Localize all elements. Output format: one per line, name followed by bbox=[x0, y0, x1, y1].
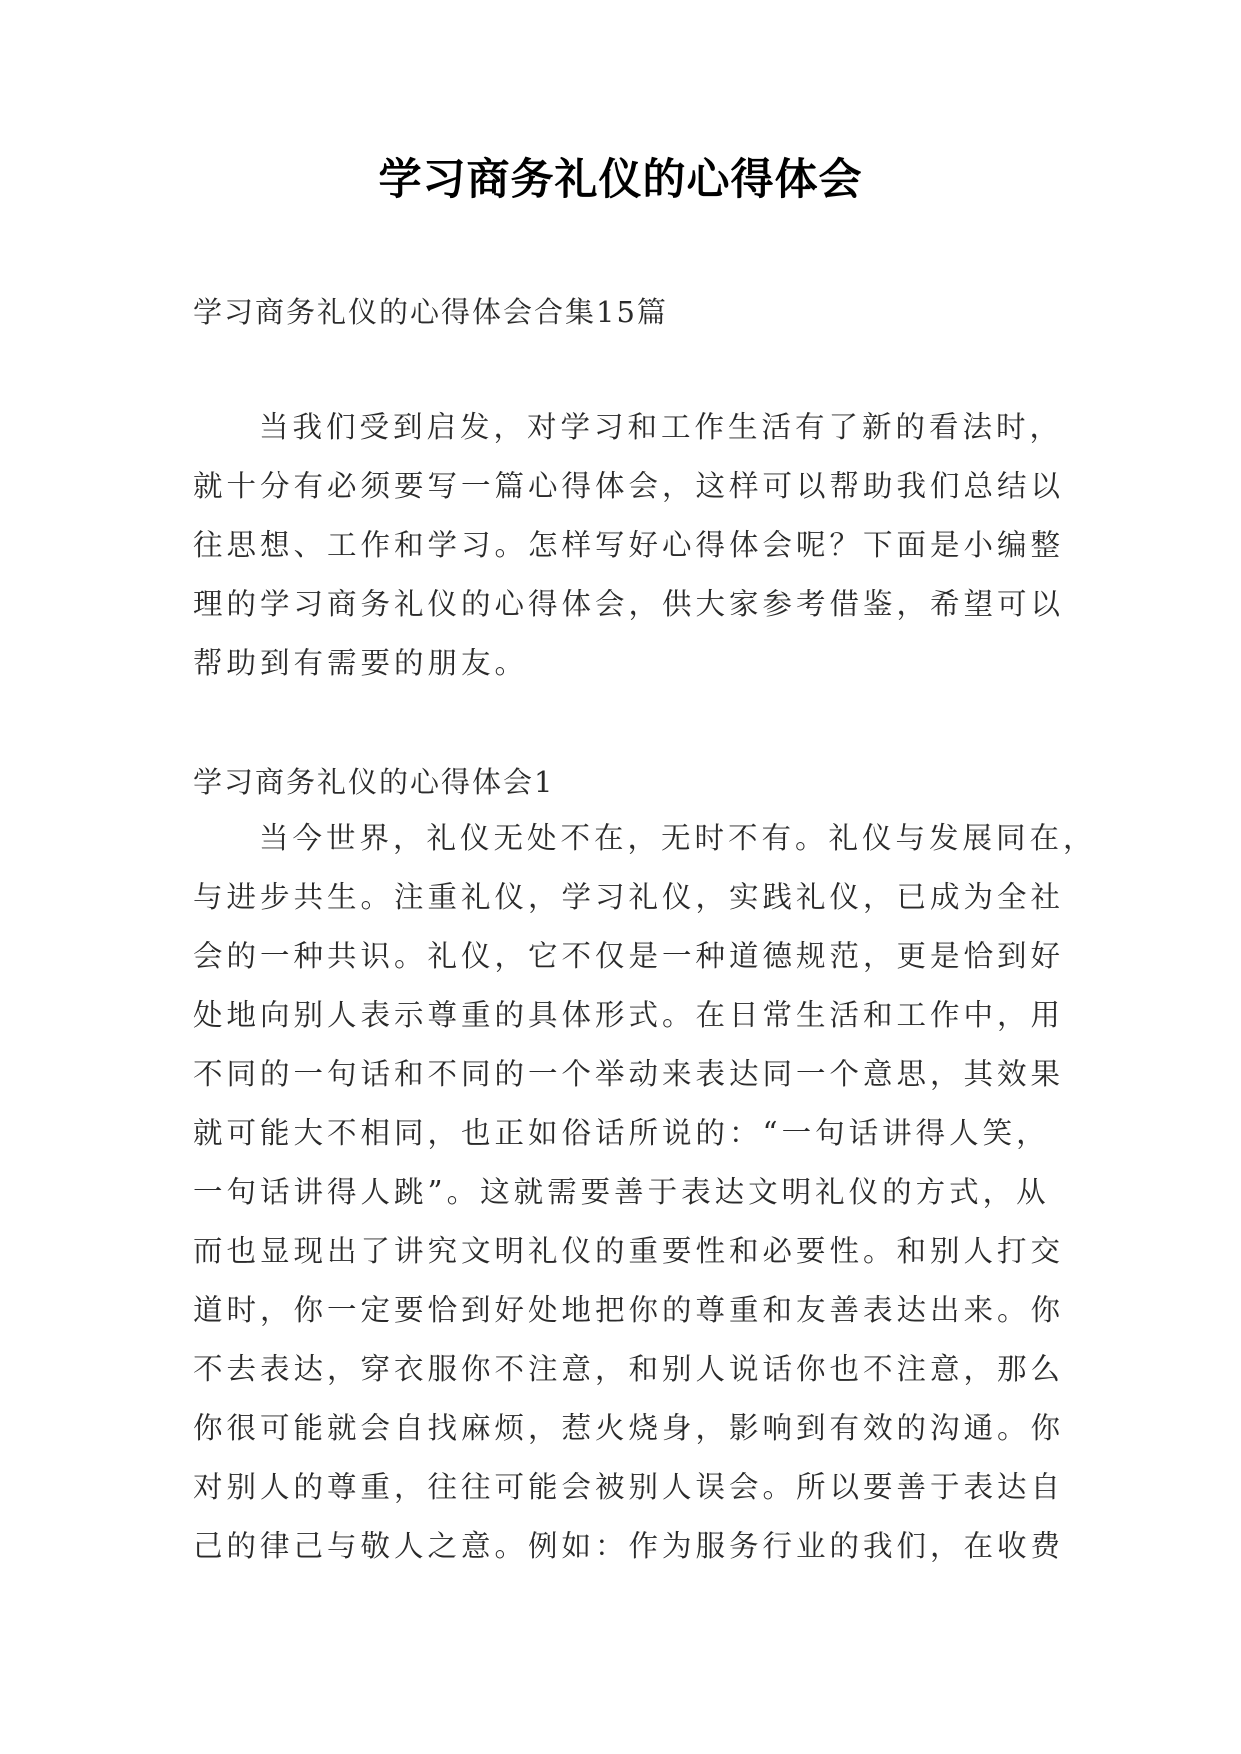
document-title: 学习商务礼仪的心得体会 bbox=[378, 155, 863, 205]
document-subtitle: 学习商务礼仪的心得体会合集15篇 bbox=[193, 295, 668, 329]
body-line: 不去表达，穿衣服你不注意，和别人说话你也不注意，那么 bbox=[193, 1352, 1065, 1386]
body-line: 就可能大不相同，也正如俗话所说的：“一句话讲得人笑， bbox=[193, 1116, 1050, 1150]
body-line: 道时，你一定要恰到好处地把你的尊重和友善表达出来。你 bbox=[193, 1293, 1065, 1327]
body-line: 处地向别人表示尊重的具体形式。在日常生活和工作中，用 bbox=[193, 998, 1065, 1032]
body-line: 不同的一句话和不同的一个举动来表达同一个意思，其效果 bbox=[193, 1057, 1065, 1091]
body-line: 己的律己与敬人之意。例如：作为服务行业的我们，在收费 bbox=[193, 1529, 1065, 1563]
body-line: 一句话讲得人跳”。这就需要善于表达文明礼仪的方式，从 bbox=[193, 1175, 1050, 1209]
intro-line: 当我们受到启发，对学习和工作生活有了新的看法时， bbox=[259, 410, 1064, 444]
body-line: 会的一种共识。礼仪，它不仅是一种道德规范，更是恰到好 bbox=[193, 939, 1065, 973]
section-heading: 学习商务礼仪的心得体会1 bbox=[193, 765, 555, 799]
intro-line: 就十分有必须要写一篇心得体会，这样可以帮助我们总结以 bbox=[193, 469, 1065, 503]
body-line: 而也显现出了讲究文明礼仪的重要性和必要性。和别人打交 bbox=[193, 1234, 1065, 1268]
intro-line: 往思想、工作和学习。怎样写好心得体会呢？下面是小编整 bbox=[193, 528, 1065, 562]
body-line: 对别人的尊重，往往可能会被别人误会。所以要善于表达自 bbox=[193, 1470, 1065, 1504]
body-line: 你很可能就会自找麻烦，惹火烧身，影响到有效的沟通。你 bbox=[193, 1411, 1065, 1445]
intro-line: 帮助到有需要的朋友。 bbox=[193, 646, 529, 680]
body-line: 当今世界，礼仪无处不在，无时不有。礼仪与发展同在， bbox=[259, 821, 1097, 855]
body-line: 与进步共生。注重礼仪，学习礼仪，实践礼仪，已成为全社 bbox=[193, 880, 1065, 914]
intro-line: 理的学习商务礼仪的心得体会，供大家参考借鉴，希望可以 bbox=[193, 587, 1065, 621]
